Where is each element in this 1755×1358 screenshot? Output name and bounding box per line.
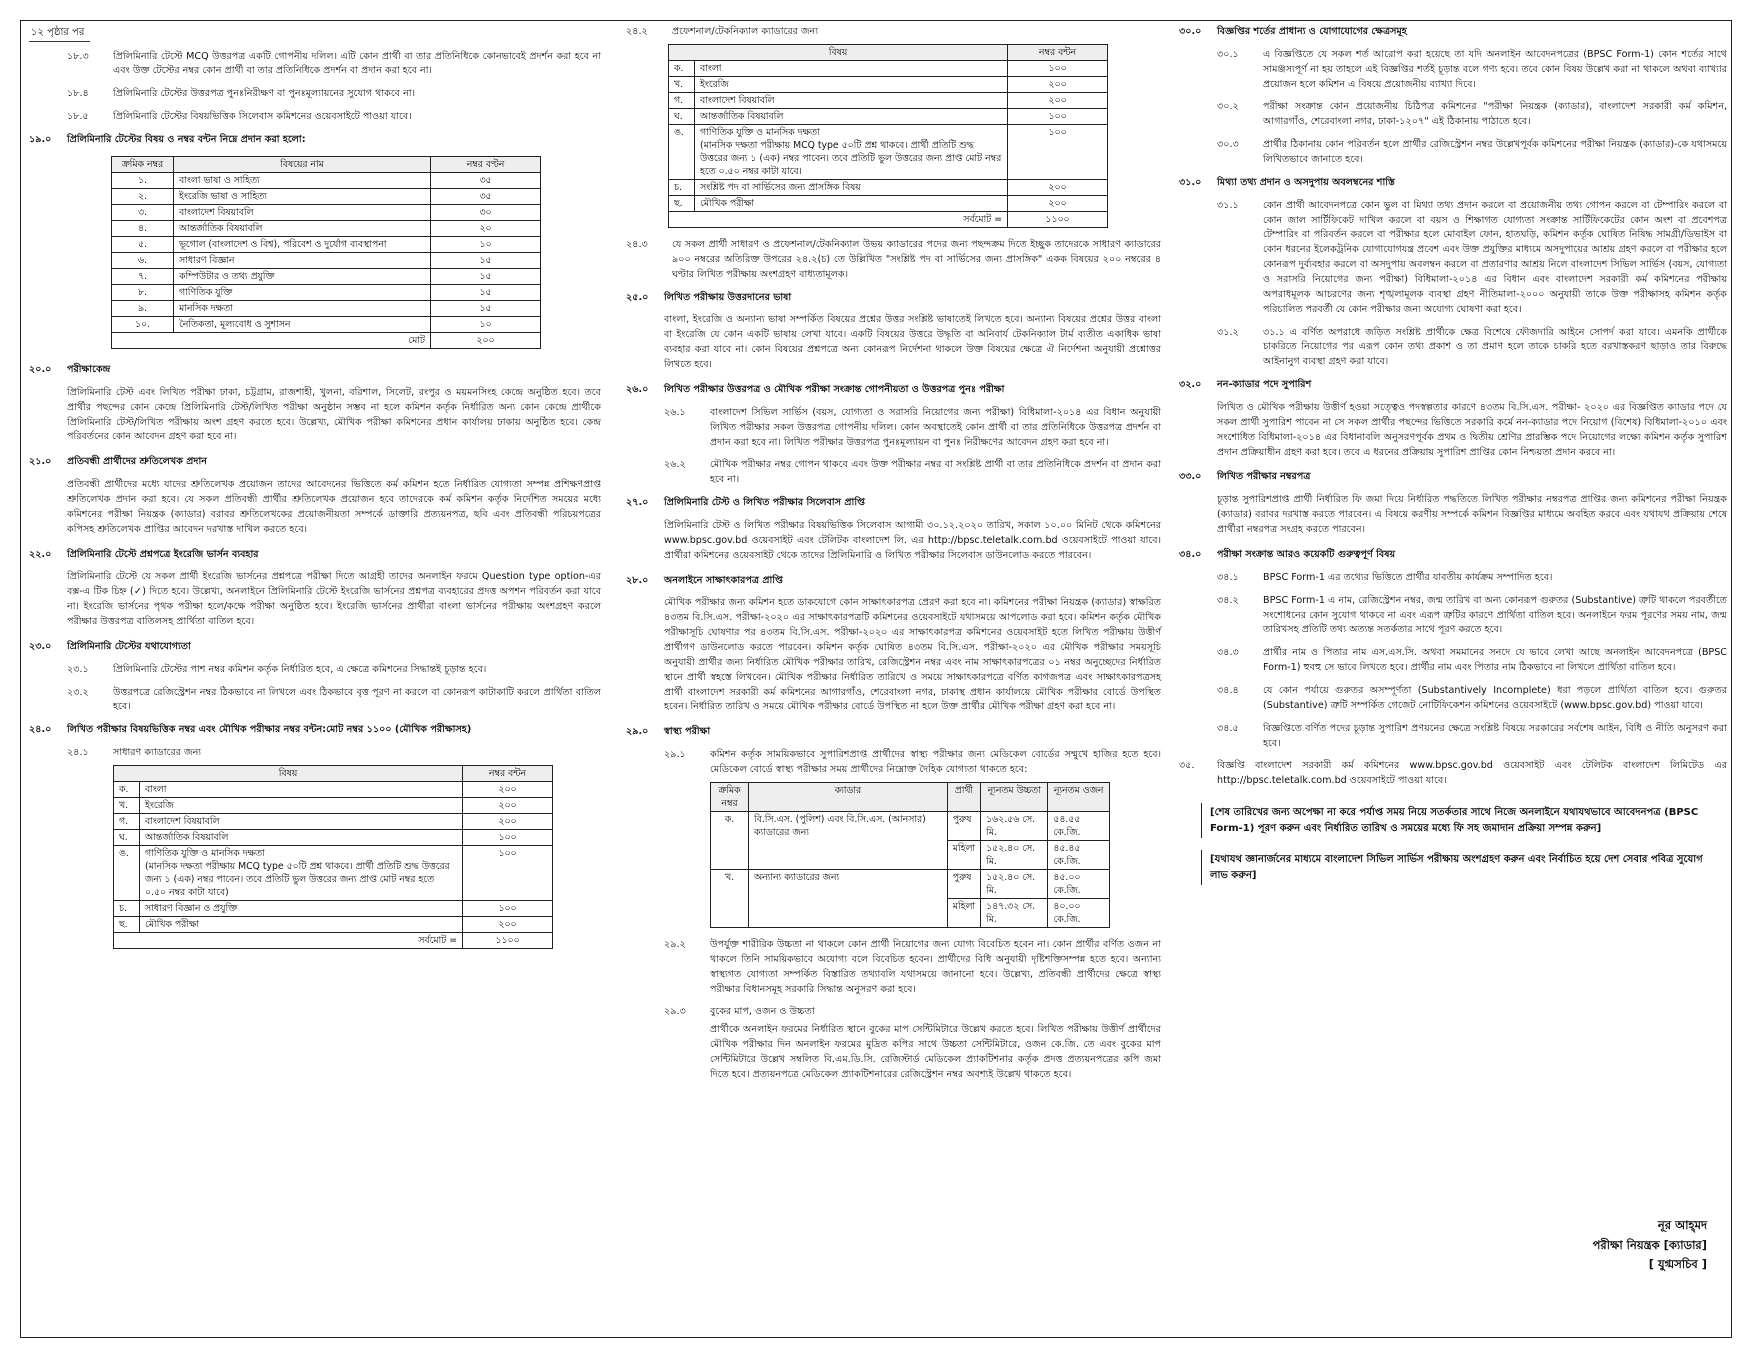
section-33-body: চূড়ান্ত সুপারিশপ্রাপ্ত প্রার্থী নির্ধারিত ফি জমা দিয়ে নির্ধারিত পদ্ধতিতে লিখিত পরীক্ষার নম্বরপত্র প্রাপ্তির জন্য কমিশনের পরীক্ষা নিয়ন্ত্রক (ক্যাডার) বরাবর দরখাস্ত করতে পারবেন। এ বিষয়ে করণীয় সম্পর্কে কমিশন বিজ্ঞপ্তির মাধ্যমে অবহিত করবে এবং যথাযথ প্রক্রিয়ায় শেষে প্রার্থীরা নম্বরপত্র সংগ্রহ করতে পারবেন। bbox=[1217, 494, 1727, 536]
table-total-row: সর্বমোট = ১১০০ bbox=[114, 933, 553, 949]
section-19-heading: ১৯.০ প্রিলিমিনারি টেস্টের বিষয় ও নম্বর বন্টন নিম্নে প্রদান করা হলো: bbox=[29, 133, 306, 145]
list-item: ২৯.২ উপর্যুক্ত শারীরিক উচ্চতা না থাকলে কোন প্রার্থী নিয়োগের জন্য যোগ্য বিবেচিত হবেন না। কোন প্রার্থীর বর্ণিত ওজন না থাকলে তিনি সাময়িকভাবে অযোগ্য বলে বিবেচিত হবেন। প্রার্থীদের বিধি অনুযায়ী দৃষ্টিশক্তিসম্পন্ন হতে হবে। অন্যান্য স্বাস্থ্যগত যোগ্যতা সম্পর্কিত বিস্তারিত তথ্যাবলি যথাসময়ে জানানো হবে। উল্লেখ্য, প্রতিবন্ধী প্রার্থীদের ক্ষেত্রে স্বাস্থ্য পরীক্ষার বিধানসমূহ সরকারি সিদ্ধান্ত অনুসরণ করা হবে। bbox=[664, 938, 1161, 995]
table-row: ২. ইংরেজি ভাষা ও সাহিত্য ৩৫ bbox=[112, 188, 541, 204]
section-27-heading: ২৭.০ প্রিলিমিনারি টেস্ট ও লিখিত পরীক্ষার সিলেবাস প্রাপ্তি bbox=[626, 497, 865, 509]
continued-header: ১২ পৃষ্ঠার পর bbox=[29, 25, 90, 42]
list-item: ৩০.১ এ বিজ্ঞপ্তিতে যে সকল শর্ত আরোপ করা হয়েছে তা যদি অনলাইন আবেদনপত্রের (BPSC Form-1) কোন শর্তের সাথে সামঞ্জস্যপূর্ণ না হয় তাহলে এই বিজ্ঞপ্তির শর্তই চূড়ান্ত বলে গণ্য হবে। তবে কোন বিষয় উল্লেখ করা না থাকলে অথবা ব্যাখ্যার প্রয়োজন হলে কমিশন এ বিষয়ে প্রয়োজনীয় ব্যাখ্যা দিবে। bbox=[1217, 48, 1727, 90]
subsection-24-1: ২৪.১ সাধারণ ক্যাডারের জন্য bbox=[67, 747, 202, 759]
table-row: ক. বাংলা ১০০ bbox=[669, 60, 1108, 76]
table-row: চ. সংশ্লিষ্ট পদ বা সার্ভিসের জন্য প্রাসঙ্গিক বিষয় ২০০ bbox=[669, 180, 1108, 196]
table-row: ৭. কম্পিউটার ও তথ্য প্রযুক্তি ১৫ bbox=[112, 268, 541, 284]
prelim-marks-table: ক্রমিক নম্বর বিষয়ের নাম নম্বর বণ্টন ১. বাংলা ভাষা ও সাহিত্য ৩৫ ২. ইংরেজি ভাষা ও সাহিত্য ৩৫ ৩. বাংলাদেশ বিষয়াবলি ৩০ ৪. আন্তর্জাতিক বিষয়াবলি ২০ ৫. ভূগোল (বাংলাদেশ ও বিশ্ব), পরিবেশ ও দুর্যোগ ব্যবস্থাপনা ১০ ৬. সাধারণ বিজ্ঞান ১৫ ৭. কম্পিউটার ও তথ্য প্রযুক্তি ১৫ ৮. গাণিতিক যুক্তি ১৫ ৯. মানসিক দক্ষতা ১৫ ১০. নৈতিকতা, মূল্যবোধ ও সুশাসন ১০ মোট ২০০ bbox=[111, 156, 541, 349]
section-32-heading: ৩২.০ নন-ক্যাডার পদে সুপারিশ bbox=[1179, 379, 1312, 391]
table-row: খ. অন্যান্য ক্যাডারের জন্য পুরুষ ১৫২.৪০ সে. মি. ৪৫.০০ কে.জি. bbox=[711, 869, 1110, 898]
section-28-heading: ২৮.০ অনলাইনে সাক্ষাৎকারপত্র প্রাপ্তি bbox=[626, 574, 783, 586]
list-item: ৩০.২ পরীক্ষা সংক্রান্ত কোন প্রয়োজনীয় চিঠিপত্র কমিশনের "পরীক্ষা নিয়ন্ত্রক (ক্যাডার), বাংলাদেশ সরকারী কর্ম কমিশন, আগারগাঁও, শেরেবাংলা নগর, ঢাকা-১২০৭" এই ঠিকানায় পাঠাতে হবে। bbox=[1217, 101, 1727, 128]
physical-requirements-table: ক্রমিক নম্বর ক্যাডার প্রার্থী ন্যূনতম উচ্চতা ন্যূনতম ওজন ক. বি.সি.এস. (পুলিশ) এবং বি.সি.এস. (আনসার) ক্যাডারের জন্য পুরুষ ১৬২.৫৬ সে. মি. ৫৪.৫৫ কে.জি. মহিলা ১৫২.৪০ সে. মি. ৪৫.৪৫ কে.জি. খ. অন্যান্য ক্যাডারের জন্য পুরুষ ১৫২.৪০ সে. মি. ৪৫.০০ কে.জি. মহিলা ১৪৭.৩২ সে. মি. ৪০.০০ কে.জি. bbox=[710, 782, 1110, 928]
list-item: ২৯.১ কমিশন কর্তৃক সাময়িকভাবে সুপারিশপ্রাপ্ত প্রার্থীদের স্বাস্থ্য পরীক্ষার জন্য মেডিকেল বোর্ডের সম্মুখে হাজির হতে হবে। মেডিকেল বোর্ডে স্বাস্থ্য পরীক্ষার সময় প্রার্থীদের নিম্নোক্ত দৈহিক যোগ্যতা থাকতে হবে: bbox=[664, 749, 1161, 775]
list-item: ৩৪.৩ প্রার্থীর নাম ও পিতার নাম এস.এস.সি. অথবা সমমানের সনদে যে ভাবে লেখা আছে অনলাইন আবেদনপত্রে (BPSC Form-1) হুবহু সে ভাবে লিখতে হবে। প্রার্থীর নাম এবং পিতার নাম ঠিকভাবে না লিখলে প্রার্থিতা বাতিল হবে। bbox=[1217, 647, 1727, 674]
list-item: ৩১.২ ৩১.১ এ বর্ণিত অপরাধে জড়িত সংশ্লিষ্ট প্রার্থীকে ক্ষেত্র বিশেষে ফৌজদারি আইনে সোপর্দ করা যাবে। এমনকি প্রার্থীকে চাকরিতে নিয়োগের পর এরূপ কোন তথ্য প্রকাশ ও তা প্রমাণ হলে তাকে চাকরি হতে বরখাস্তকরণ ছাড়াও তার বিরুদ্ধে আইনানুগ ব্যবস্থা গ্রহণ করা যাবে। bbox=[1217, 326, 1727, 368]
section-29-heading: ২৯.০ স্বাস্থ্য পরীক্ষা bbox=[626, 726, 711, 738]
section-34-heading: ৩৪.০ পরীক্ষা সংক্রান্ত আরও কয়েকটি গুরুত্বপূর্ণ বিষয় bbox=[1179, 548, 1396, 560]
list-item: ৩৪.১ BPSC Form-1 এর তথ্যের ভিত্তিতে প্রার্থীর যাবতীয় কার্যক্রম সম্পাদিত হবে। bbox=[1217, 571, 1553, 583]
table-row: চ. সাধারণ বিজ্ঞান ও প্রযুক্তি ১০০ bbox=[114, 901, 553, 917]
table-row: ৪. আন্তর্জাতিক বিষয়াবলি ২০ bbox=[112, 220, 541, 236]
section-25-heading: ২৫.০ লিখিত পরীক্ষায় উত্তরদানের ভাষা bbox=[626, 291, 792, 303]
section-27-body: প্রিলিমিনারি টেস্ট ও লিখিত পরীক্ষার বিষয়ভিত্তিক সিলেবাস আগামী ৩০.১২.২০২০ তারিখ, সকাল ১০.০০ মিনিট থেকে কমিশনের www.bpsc.gov.bd ওয়েবসাইট এবং টেলিটক বাংলাদেশ লি. এর http://bpsc.teletalk.com.bd ওয়েবসাইটে পাওয়া যাবে। প্রার্থীরা কমিশনের ওয়েবসাইট থেকে তাদের প্রিলিমিনারি ও লিখিত পরীক্ষার সিলেবাস ডাউনলোড করতে পারবেন। bbox=[664, 519, 1161, 561]
table-row: ঙ. গাণিতিক যুক্তি ও মানসিক দক্ষতা (মানসিক দক্ষতা পরীক্ষায় MCQ type ৫০টি প্রশ্ন থাকবে। প্রার্থী প্রতিটি শুদ্ধ উত্তরের জন্য ১ (এক) নম্বর পাবেন। তবে প্রতিটি ভুল উত্তরের জন্য প্রাপ্ত মোট নম্বর হতে ০.৫০ নম্বর কাটা যাবে) ১০০ bbox=[114, 846, 553, 901]
list-item: ২৬.২ মৌখিক পরীক্ষার নম্বর গোপন থাকবে এবং উক্ত পরীক্ষার নম্বর বা সংশ্লিষ্ট প্রার্থী বা তার প্রতিনিধিকে প্রদর্শন বা প্রদান করা হবে না। bbox=[664, 459, 1161, 486]
section-24-heading: ২৪.০ লিখিত পরীক্ষার বিষয়ভিত্তিক নম্বর এবং মৌখিক পরীক্ষার নম্বর বন্টন:মোট নম্বর ১১০০ (মৌখিক পরীক্ষাসহ) bbox=[29, 724, 472, 736]
general-cadre-marks-table: বিষয় নম্বর বন্টন ক. বাংলা ২০০ খ. ইংরেজি ২০০ গ. বাংলাদেশ বিষয়াবলি ২০০ ঘ. আন্তর্জাতিক বিষয়াবলি ১০০ ঙ. গাণিতিক যুক্তি ও মানসিক দক্ষতা (মানসিক দক্ষতা পরীক্ষায় MCQ type ৫০টি প্রশ্ন থাকবে। প্রার্থী প্রতিটি শুদ্ধ উত্তরের জন্য ১ (এক) নম্বর পাবেন। তবে প্রতিটি ভুল উত্তরের জন্য প্রাপ্ত মোট নম্বর হতে ০.৫০ নম্বর কাটা যাবে) ১০০ চ. সাধারণ বিজ্ঞান ও প্রযুক্তি ১০০ ছ. মৌখিক পরীক্ষা ২০০ সর্বমোট = ১১০০ bbox=[113, 765, 553, 949]
section-20-heading: ২০.০ পরীক্ষাকেন্দ্র bbox=[29, 363, 111, 375]
section-26-heading: ২৬.০ লিখিত পরীক্ষার উত্তরপত্র ও মৌখিক পরীক্ষা সংক্রান্ত গোপনীয়তা ও উত্তরপত্র পুনঃ পরীক্ষা bbox=[626, 383, 1005, 395]
table-row: ঙ. গাণিতিক যুক্তি ও মানসিক দক্ষতা (মানসিক দক্ষতা পরীক্ষায় MCQ type ৫০টি প্রশ্ন থাকবে। প্রার্থী প্রতিটি শুদ্ধ উত্তরের জন্য ১ (এক) নম্বর পাবেন। তবে প্রতিটি ভুল উত্তরের জন্য প্রাপ্ত মোট নম্বর হতে ০.৫০ নম্বর কাটা যাবে। ১০০ bbox=[669, 124, 1108, 179]
column-3 bbox=[1179, 25, 1727, 897]
table-row: ১. বাংলা ভাষা ও সাহিত্য ৩৫ bbox=[112, 172, 541, 188]
section-20-body: প্রিলিমিনারি টেস্ট এবং লিখিত পরীক্ষা ঢাকা, চট্টগ্রাম, রাজশাহী, খুলনা, বরিশাল, সিলেট, রংপুর ও ময়মনসিংহ কেন্দ্রে অনুষ্ঠিত হবে। তবে প্রার্থীর পছন্দের কোন কেন্দ্রে প্রিলিমিনারি টেস্ট/লিখিত পরীক্ষা অনুষ্ঠান সম্ভব না হলে কমিশন কর্তৃক নির্ধারিত অন্য কোন কেন্দ্রে প্রার্থীকে প্রিলিমিনারি টেস্ট/লিখিত পরীক্ষায় অংশ গ্রহণ করতে হবে। উল্লেখ্য, মৌখিক পরীক্ষা কমিশনের প্রধান কার্যালয় ঢাকায় অনুষ্ঠিত হবে। কেন্দ্র পরিবর্তনের কোন আবেদন গ্রহণ করা হবে না। bbox=[67, 386, 601, 443]
section-21-heading: ২১.০ প্রতিবন্ধী প্রার্থীদের শ্রুতিলেখক প্রদান bbox=[29, 456, 207, 468]
section-21-body: প্রতিবন্ধী প্রার্থীদের মধ্যে যাদের শ্রুতিলেখক প্রয়োজন তাদের আবেদনের ভিত্তিতে কর্ম কমিশন হতে নির্ধারিত যোগ্যতা সম্পন্ন প্রশিক্ষণপ্রাপ্ত শ্রুতিলেখক প্রদান করা হবে। যে সকল প্রতিবন্ধী প্রার্থীর শ্রুতিলেখক প্রয়োজন হবে তাদেরকে কর্ম কমিশন কর্তৃক নির্দেশিত সময়ের মধ্যে কমিশনের পরীক্ষা নিয়ন্ত্রক (ক্যাডার) বরাবর শ্রুতিলেখকের প্রয়োজনীয়তা সম্পর্কে ডাক্তারি প্রত্যয়নপত্র, ছবি এবং প্রতিবন্ধী পরিচয়পত্রের কপিসহ শ্রুতিলেখক প্রাপ্তির আবেদন দরখাস্ত দাখিল করতে হবে। bbox=[67, 479, 601, 535]
list-item: ৩৪.৫ বিজ্ঞপ্তিতে বর্ণিত পদের চূড়ান্ত সুপারিশ প্রণয়নের ক্ষেত্রে সংশ্লিষ্ট বিষয়ে সরকারের সর্বশেষ আইন, বিধি ও নীতি অনুসরণ করা হবে। bbox=[1217, 722, 1727, 749]
signature-block bbox=[1593, 1216, 1707, 1275]
table-row: খ. ইংরেজি ২০০ bbox=[114, 798, 553, 814]
table-total-row: মোট ২০০ bbox=[112, 332, 541, 348]
table-row: মহিলা ১৫২.৪০ সে. মি. ৪৫.৪৫ কে.জি. bbox=[711, 840, 1110, 869]
table-row: ছ. মৌখিক পরীক্ষা ২০০ bbox=[114, 917, 553, 933]
list-item: ৩৪.২ BPSC Form-1 এ নাম, রেজিস্ট্রেশন নম্বর, জন্ম তারিখ বা অন্য কোনরূপ গুরুতর (Substantive) ত্রুটি থাকলে পরবর্তীতে সংশোধনের কোন সুযোগ থাকবে না এবং এরূপ ত্রুটির কারণে প্রার্থিতা বাতিল হবে। অনলাইনে ফরম পূরণের সময় নাম, জন্ম তারিখসহ প্রতিটি তথ্য অত্যন্ত সতর্কতার সাথে পূরণ করতে হবে। bbox=[1217, 594, 1727, 636]
table-row: গ. বাংলাদেশ বিষয়াবলি ২০০ bbox=[669, 92, 1108, 108]
civil-service-note: [যথাযথ জ্ঞানার্জনের মাধ্যমে বাংলাদেশ সিভিল সার্ভিস পরীক্ষায় অংশগ্রহণ করুন এবং নির্বাচিত হয়ে দেশ সেবার পবিত্র সুযোগ লাভ করুন] bbox=[1201, 850, 1727, 885]
table-row: ১০. নৈতিকতা, মূল্যবোধ ও সুশাসন ১০ bbox=[112, 316, 541, 332]
table-row: ক. বাংলা ২০০ bbox=[114, 782, 553, 798]
table-row: ৩. বাংলাদেশ বিষয়াবলি ৩০ bbox=[112, 204, 541, 220]
list-item: ৩১.১ কোন প্রার্থী আবেদনপত্রে কোন ভুল বা মিথ্যা তথ্য প্রদান করলে বা প্রয়োজনীয় তথ্য গোপন করলে বা টেম্পারিং করলে বা কোন জাল সার্টিফিকেট দাখিল করলে বা বয়স ও শিক্ষাগত যোগ্যতা সংক্রান্ত সার্টিফিকেটের কোন অংশ বা প্রবেশপত্র টেম্পারিং বা পরিবর্তন করলে বা পরীক্ষার হলে মোবাইল ফোন, হাতঘড়ি, কমিশন কর্তৃক ঘোষিত নিষিদ্ধ সামগ্রী/ডিভাইস বা কোন ধরনের ইলেকট্রনিক যোগাযোগযন্ত্র প্রবেশ এবং উক্ত প্রযুক্তির মাধ্যমে অসদুপায়ের আশ্রয় গ্রহণ করলে বা পরীক্ষার হলে কোনরূপ দুর্ব্যবহার করলে বা অসদুপায় অবলম্বন করলে বা প্রতারণার আশ্রয় নিলে বাংলাদেশ সিভিল সার্ভিস (বয়স, যোগ্যতা ও সরাসরি নিয়োগের জন্য পরীক্ষা) বিধিমালা-২০১৪ এর বিধান এবং বাংলাদেশ সরকারী কর্ম কমিশনের পরীক্ষায় অপরাধমূলক আচরণের জন্য শৃঙ্খলামূলক ব্যবস্থা গ্রহণ নীতিমালা-২০০০ অনুযায়ী তাকে উক্ত পরীক্ষাসহ কমিশন কর্তৃক পরিচালিত পরবর্তী যে কোন পরীক্ষার জন্য অযোগ্য ঘোষণা করা হবে। bbox=[1217, 199, 1727, 315]
list-item: ২৯.৩ বুকের মাপ, ওজন ও উচ্চতা bbox=[664, 1006, 815, 1018]
table-row: ছ. মৌখিক পরীক্ষা ২০০ bbox=[669, 196, 1108, 212]
column-2 bbox=[626, 25, 1161, 1093]
section-23-heading: ২৩.০ প্রিলিমিনারি টেস্টের যথাযোগ্যতা bbox=[29, 640, 191, 652]
table-row: মহিলা ১৪৭.৩২ সে. মি. ৪০.০০ কে.জি. bbox=[711, 898, 1110, 927]
table-row: ৮. গাণিতিক যুক্তি ১৫ bbox=[112, 284, 541, 300]
list-item: ৩০.৩ প্রার্থীর ঠিকানায় কোন পরিবর্তন হলে প্রার্থীর রেজিস্ট্রেশন নম্বর উল্লেখপূর্বক কমিশনের পরীক্ষা নিয়ন্ত্রক (ক্যাডার)-কে যথাসময়ে লিখিতভাবে জানাতে হবে। bbox=[1217, 139, 1727, 166]
section-22-heading: ২২.০ প্রিলিমিনারি টেস্টে প্রশ্নপত্রে ইংরেজি ভার্সন ব্যবহার bbox=[29, 548, 259, 560]
table-row: খ. ইংরেজি ২০০ bbox=[669, 76, 1108, 92]
section-25-body: বাংলা, ইংরেজি ও অন্যান্য ভাষা সম্পর্কিত বিষয়ের প্রশ্নের উত্তর সংশ্লিষ্ট ভাষাতেই লিখতে হবে। অন্যান্য বিষয়ের প্রশ্নের উত্তর বাংলা বা ইংরেজি যে কোন একটি ভাষায় লেখা যাবে। একটি বিষয়ের উত্তরে উদ্ধৃতি বা অনিবার্য টেকনিক্যাল টার্ম ব্যতীত একাধিক ভাষা ব্যবহার করা যাবে না। কোন বিষয়ের প্রশ্নপত্রে অন্য কোনরূপ নির্দেশনা থাকলে উক্ত বিষয়ের ক্ষেত্রে ঐ নির্দেশনা অনুযায়ী প্রশ্নোত্তর লিখতে হবে। bbox=[664, 314, 1161, 371]
table-row: ৫. ভূগোল (বাংলাদেশ ও বিশ্ব), পরিবেশ ও দুর্যোগ ব্যবস্থাপনা ১০ bbox=[112, 236, 541, 252]
signatory-title: পরীক্ষা নিয়ন্ত্রক [ক্যাডার] bbox=[1592, 1237, 1707, 1252]
table-row: ৬. সাধারণ বিজ্ঞান ১৫ bbox=[112, 252, 541, 268]
section-22-body: প্রিলিমিনারি টেস্টে যে সকল প্রার্থী ইংরেজি ভার্সনের প্রশ্নপত্রে পরীক্ষা দিতে আগ্রহী তাদের অনলাইন ফরমে Question type option-এর বক্স-এ টিক চিহ্ন (✓) দিতে হবে। উল্লেখ্য, অনলাইনে প্রিলিমিনারি টেস্টে ইংরেজি ভার্সনের প্রশ্নপত্র ব্যবহারের প্রদত্ত অপশন পরিবর্তন করা যাবে না। ইংরেজি ভার্সনের পৃথক পরীক্ষা হলে/কক্ষে পরীক্ষা অনুষ্ঠিত হবে। ইংরেজি ভার্সনের প্রার্থীরা বাংলা ভার্সনের পরীক্ষায় অংশগ্রহণ করলে পরীক্ষার উত্তরপত্র বাতিলসহ প্রার্থিতা বাতিল হবে। bbox=[67, 571, 601, 628]
section-35: ৩৫. বিজ্ঞপ্তি বাংলাদেশ সরকারী কর্ম কমিশনের www.bpsc.gov.bd ওয়েবসাইট এবং টেলিটক বাংলাদেশ লিমিটেড এর http://bpsc.teletalk.com.bd ওয়েবসাইটে পাওয়া যাবে। bbox=[1179, 760, 1727, 787]
table-row: ৯. মানসিক দক্ষতা ১৫ bbox=[112, 300, 541, 316]
section-28-body: মৌখিক পরীক্ষার জন্য কমিশন হতে ডাকযোগে কোন সাক্ষাৎকারপত্র প্রেরণ করা হবে না। কমিশনের পরীক্ষা নিয়ন্ত্রক (ক্যাডার) স্বাক্ষরিত ৪৩তম বি.সি.এস. পরীক্ষা-২০২০ এর সাক্ষাৎকারপত্রটি কমিশনের ওয়েবসাইটে যথাসময়ে আপলোড করা হবে। কমিশন কর্তৃক মৌখিক পরীক্ষাসূচি ঘোষণার পর ৪৩তম বি.সি.এস. পরীক্ষা-২০২০ এর সাক্ষাৎকারপত্র কমিশনের ওয়েবসাইট হতে লিখিত পরীক্ষায় উত্তীর্ণ প্রার্থীগণ ডাউনলোড করতে পারবেন। কমিশন কর্তৃক ঘোষিত ৪৩তম বি.সি.এস. পরীক্ষা-২০২০ এর মৌখিক পরীক্ষার সময়সূচি অনুযায়ী প্রার্থীর জন্য নির্ধারিত মৌখিক পরীক্ষার তারিখ, রেজিস্ট্রেশন নম্বর এবং নাম সাক্ষাৎকারপত্রের ০১ নম্বর অনুচ্ছেদের নির্ধারিত স্থানে প্রার্থী স্বহস্তে লিখবেন। মৌখিক পরীক্ষার নির্ধারিত তারিখে ও সময়ে সাক্ষাৎকারপত্রে বর্ণিত কাগজপত্র এবং সাক্ষাৎকারপত্রসহ প্রার্থী বাংলাদেশ সরকারী কর্ম কমিশনের আগারগাঁও, শেরেবাংলা নগর, ঢাকাস্থ প্রধান কার্যালয়ে মৌখিক পরীক্ষার বোর্ডে উপস্থিত হবেন। নির্ধারিত তারিখ ও সময়ে মৌখিক পরীক্ষার বোর্ডে উপস্থিত না হলে উক্ত প্রার্থীর মৌখিক পরীক্ষা গ্রহণ করা হবে না। bbox=[664, 597, 1161, 713]
list-item: ১৮.৪ প্রিলিমিনারি টেস্টের উত্তরপত্র পুনঃনিরীক্ষণ বা পুনঃমূল্যায়নের সুযোগ থাকবে না। bbox=[67, 88, 416, 100]
section-31-heading: ৩১.০ মিথ্যা তথ্য প্রদান ও অসদুপায় অবলম্বনের শাস্তি bbox=[1179, 176, 1395, 188]
table-total-row: সর্বমোট = ১১০০ bbox=[669, 212, 1108, 228]
list-item: ২৬.১ বাংলাদেশ সিভিল সার্ভিস (বয়স, যোগ্যতা ও সরাসরি নিয়োগের জন্য পরীক্ষা) বিধিমালা-২০১৪ এর বিধান অনুযায়ী লিখিত পরীক্ষার সকল উত্তরপত্র গোপনীয় দলিল। কোন অবস্থাতেই কোন প্রার্থী বা তার প্রতিনিধিকে উত্তরপত্র প্রদর্শন বা প্রদান করা হবে না। লিখিত পরীক্ষার উত্তরপত্র পুনঃমূল্যায়ন বা পুনঃ নিরীক্ষণের আবেদন গ্রহণ করা হবে না। bbox=[664, 406, 1161, 448]
table-row: গ. বাংলাদেশ বিষয়াবলি ২০০ bbox=[114, 814, 553, 830]
table-row: ক. বি.সি.এস. (পুলিশ) এবং বি.সি.এস. (আনসার) ক্যাডারের জন্য পুরুষ ১৬২.৫৬ সে. মি. ৫৪.৫৫ কে.জি. bbox=[711, 811, 1110, 840]
list-item: ২৩.১ প্রিলিমিনারি টেস্টের পাশ নম্বর কমিশন কর্তৃক নির্ধারিত হবে, এ ক্ষেত্রে কমিশনের সিদ্ধান্তই চূড়ান্ত হবে। bbox=[67, 663, 487, 675]
circular-page bbox=[20, 20, 1732, 1338]
list-item: ৩৪.৪ যে কোন পর্যায়ে গুরুতর অসম্পূর্ণতা (Substantively Incomplete) ধরা পড়লে প্রার্থিতা বাতিল হবে। গুরুতর (Substantive) ত্রুটি সম্পর্কিত গেজেট নোটিফিকেশন কমিশনের ওয়েবসাইটে (www.bpsc.gov.bd) পাওয়া যাবে। bbox=[1217, 684, 1727, 711]
column-1 bbox=[29, 25, 601, 949]
table-row: ঘ. আন্তর্জাতিক বিষয়াবলি ১০০ bbox=[669, 108, 1108, 124]
section-33-heading: ৩৩.০ লিখিত পরীক্ষার নম্বরপত্র bbox=[1179, 471, 1311, 483]
section-29-3-body: প্রার্থীকে অনলাইন ফরমের নির্ধারিত স্থানে বুকের মাপ সেন্টিমিটারে উল্লেখ করতে হবে। লিখিত পরীক্ষায় উত্তীর্ণ প্রার্থীদের মৌখিক পরীক্ষার দিন অনলাইন ফরমের মুদ্রিত কপির সাথে উচ্চতা সেন্টিমিটারে, ওজন কে.জি. তে এবং বুকের মাপ সেন্টিমিটারে উল্লেখ সম্বলিত বি.এম.ডি.সি. রেজিস্টার্ড মেডিকেল প্র্যাকটিশনার কর্তৃক প্রদত্ত প্রত্যয়নপত্রের কপি জমা দিতে হবে। প্রত্যয়নপত্রে মেডিকেল প্র্যাকটিশনারের রেজিস্ট্রেশন নম্বর অবশ্যই উল্লেখ থাকতে হবে। bbox=[710, 1024, 1161, 1080]
table-row: ঘ. আন্তর্জাতিক বিষয়াবলি ১০০ bbox=[114, 830, 553, 846]
list-item: ২৩.২ উত্তরপত্রে রেজিস্ট্রেশন নম্বর ঠিকভাবে না লিখলে এবং ঠিকভাবে বৃত্ত পূরণ না করলে বা কোনরূপ কাটাকাটি করলে প্রার্থিতা বাতিল হবে। bbox=[67, 686, 601, 713]
signatory-name: নূর আহ্‌মদ bbox=[1657, 1218, 1707, 1233]
deadline-note: [শেষ তারিখের জন্য অপেক্ষা না করে পর্যাপ্ত সময় নিয়ে সতর্কতার সাথে নিজে অনলাইনে যথাযথভাবে আবেদনপত্র (BPSC Form-1) পূরণ করুন এবং নির্ধারিত তারিখ ও সময়ের মধ্যে ফি সহ জমাদান প্রক্রিয়া সম্পন্ন করুন] bbox=[1201, 803, 1727, 838]
section-30-heading: ৩০.০ বিজ্ঞপ্তির শর্তের প্রাধান্য ও যোগাযোগের ক্ষেত্রসমূহ bbox=[1179, 26, 1407, 37]
list-item: ২৪.৩ যে সকল প্রার্থী সাধারণ ও প্রফেশনাল/টেকনিক্যাল উভয় ক্যাডারের পদের জন্য পছন্দক্রম দিতে ইচ্ছুক তাদেরকে সাধারণ ক্যাডারের ৯০০ নম্বরের অতিরিক্ত উপরের ২৪.২(চ) তে উল্লিখিত "সংশ্লিষ্ট পদ বা সার্ভিসের জন্য প্রাসঙ্গিক" একক বিষয়ের ২০০ নম্বরের ৪ ঘণ্টার লিখিত পরীক্ষায় অংশগ্রহণ বাধ্যতামূলক। bbox=[626, 239, 1161, 280]
list-item: ১৮.৩ প্রিলিমিনারি টেস্টে MCQ উত্তরপত্র একটি গোপনীয় দলিল। এটি কোন প্রার্থী বা তার প্রতিনিধিকে কোনভাবেই প্রদর্শন করা হবে না এবং উক্ত টেস্টের নম্বর কোন প্রার্থী বা তার প্রতিনিধিকে প্রদর্শন বা প্রদান করা হবে না। bbox=[67, 50, 601, 77]
subsection-24-2: ২৪.২ প্রফেশনাল/টেকনিক্যাল ক্যাডারের জন্য bbox=[626, 26, 819, 37]
section-32-body: লিখিত ও মৌখিক পরীক্ষায় উত্তীর্ণ হওয়া সত্ত্বেও পদস্বল্পতার কারণে ৪৩তম বি.সি.এস. পরীক্ষা- ২০২০ এর বিজ্ঞপ্তিত ক্যাডার পদে যে সকল প্রার্থী সুপারিশ পাবেন না সে সকল প্রার্থীর পছন্দের ভিত্তিতে সরকারি কর্মে নন-ক্যাডার পদে নিয়োগ (বিশেষ) বিধিমালা-২০১০ এবং সংশোধিত বিধিমালা-২০১৪ এর বিধানাবলি অনুসরণপূর্বক প্রথম ও দ্বিতীয় শ্রেণির প্রারম্ভিক পদে নিয়োগের লক্ষ্যে কমিশন কর্তৃক সুপারিশ প্রদান প্রক্রিয়াধীন গ্রহণ করা হবে। তবে এ ধরনের প্রক্রিয়ায় সুপারিশ প্রাপ্তির কোন নিশ্চয়তা প্রদান করবে না। bbox=[1217, 402, 1727, 458]
items-18 bbox=[29, 50, 601, 125]
signatory-rank: [ যুগ্মসচিব ] bbox=[1648, 1257, 1707, 1272]
professional-cadre-marks-table: বিষয় নম্বর বন্টন ক. বাংলা ১০০ খ. ইংরেজি ২০০ গ. বাংলাদেশ বিষয়াবলি ২০০ ঘ. আন্তর্জাতিক বিষয়াবলি ১০০ ঙ. গাণিতিক যুক্তি ও মানসিক দক্ষতা (মানসিক দক্ষতা পরীক্ষায় MCQ type ৫০টি প্রশ্ন থাকবে। প্রার্থী প্রতিটি শুদ্ধ উত্তরের জন্য ১ (এক) নম্বর পাবেন। তবে প্রতিটি ভুল উত্তরের জন্য প্রাপ্ত মোট নম্বর হতে ০.৫০ নম্বর কাটা যাবে। ১০০ চ. সংশ্লিষ্ট পদ বা সার্ভিসের জন্য প্রাসঙ্গিক বিষয় ২০০ ছ. মৌখিক পরীক্ষা ২০০ সর্বমোট = ১১০০ bbox=[668, 44, 1108, 228]
list-item: ১৮.৫ প্রিলিমিনারি টেস্টের বিষয়ভিত্তিক সিলেবাস কমিশনের ওয়েবসাইটে পাওয়া যাবে। bbox=[67, 111, 412, 123]
